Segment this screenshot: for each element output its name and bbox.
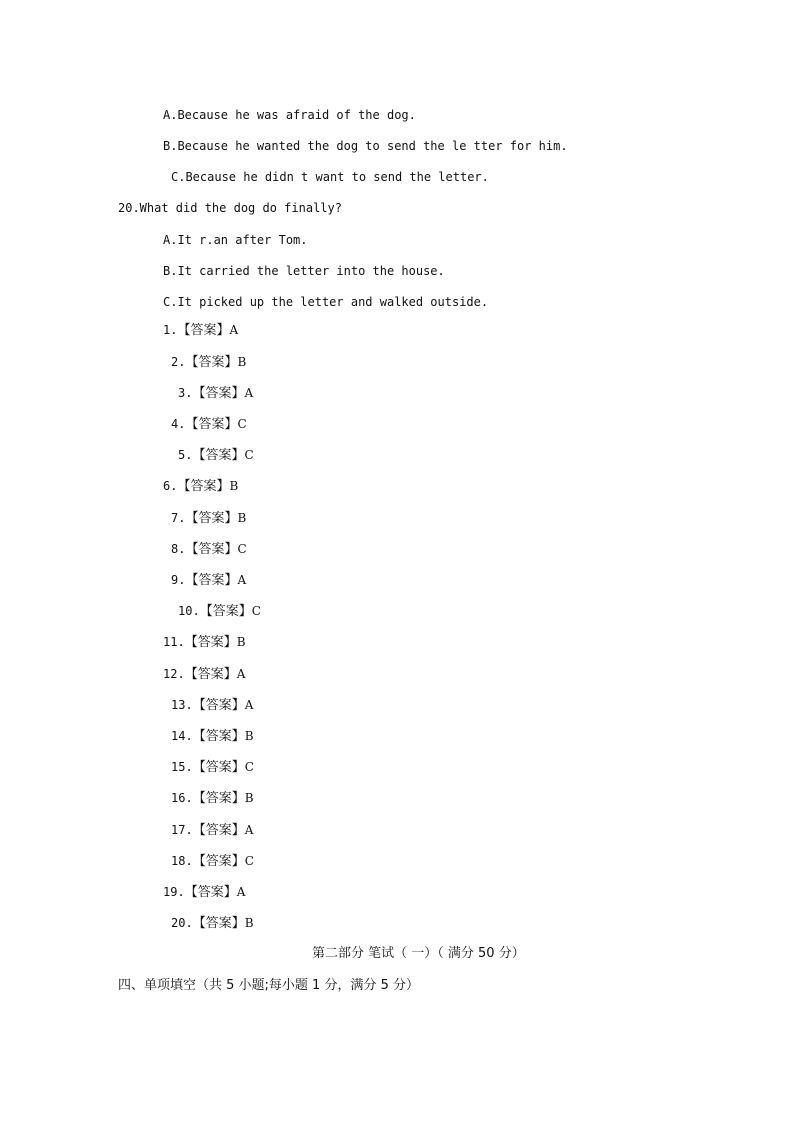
answer-tag: 【答案】 xyxy=(185,573,238,588)
q19-option-b: B.Because he wanted the dog to send the le tter for him. xyxy=(163,139,568,153)
answer-item xyxy=(171,697,253,714)
answer-item xyxy=(163,478,238,495)
answer-item xyxy=(171,853,254,870)
answer-tag: 【答案】 xyxy=(184,667,237,682)
answer-item xyxy=(178,603,261,620)
answer-value: B xyxy=(237,511,247,525)
answer-tag: 【答案】 xyxy=(192,760,245,775)
answer-tag: 【答案】 xyxy=(192,791,245,806)
answer-value: B xyxy=(244,791,254,805)
answer-item xyxy=(178,385,253,402)
answer-item xyxy=(171,572,246,589)
answer-item xyxy=(163,666,245,683)
answer-number: 8. xyxy=(171,542,186,556)
answer-number: 12. xyxy=(163,667,185,681)
answer-value: C xyxy=(244,760,254,774)
answer-number: 2. xyxy=(171,355,186,369)
answer-number: 1. xyxy=(163,323,178,337)
answer-item xyxy=(171,915,254,932)
q19-option-c: C.Because he didn t want to send the letter. xyxy=(171,170,489,184)
answer-tag: 【答案】 xyxy=(192,729,245,744)
q20-option-b: B.It carried the letter into the house. xyxy=(163,264,445,278)
answer-value: A xyxy=(236,667,246,681)
q19-option-a: A.Because he was afraid of the dog. xyxy=(163,108,416,122)
answer-tag: 【答案】 xyxy=(184,635,237,650)
answer-tag: 【答案】 xyxy=(177,479,230,494)
answer-tag: 【答案】 xyxy=(192,854,245,869)
answer-value: A xyxy=(244,386,254,400)
answer-item xyxy=(163,634,246,651)
answer-number: 5. xyxy=(178,448,193,462)
answer-number: 15. xyxy=(171,760,193,774)
answer-tag: 【答案】 xyxy=(192,916,245,931)
answer-number: 14. xyxy=(171,729,193,743)
answer-item xyxy=(171,354,246,371)
answer-number: 17. xyxy=(171,823,193,837)
answer-value: C xyxy=(237,542,247,556)
answer-item xyxy=(171,790,254,807)
answer-number: 10. xyxy=(178,604,200,618)
answer-value: A xyxy=(244,698,254,712)
section4-heading: 四、单项填空（共 5 小题;每小题 1 分，满分 5 分） xyxy=(118,978,419,993)
answer-tag: 【答案】 xyxy=(192,386,245,401)
answer-tag: 【答案】 xyxy=(185,511,238,526)
answer-number: 18. xyxy=(171,854,193,868)
answer-item xyxy=(163,322,238,339)
answer-value: B xyxy=(229,479,239,493)
answer-tag: 【答案】 xyxy=(192,823,245,838)
answer-value: A xyxy=(237,573,247,587)
part2-heading: 第二部分 笔试（ 一）（ 满分 50 分） xyxy=(312,946,525,961)
answer-item xyxy=(163,884,245,901)
answer-item xyxy=(171,510,246,527)
answer-value: A xyxy=(236,885,246,899)
answer-value: A xyxy=(229,323,239,337)
answer-number: 19. xyxy=(163,885,185,899)
answer-item xyxy=(171,416,247,433)
answer-item xyxy=(171,822,253,839)
answer-item xyxy=(171,759,254,776)
answer-tag: 【答案】 xyxy=(192,698,245,713)
q20-question: 20.What did the dog do finally? xyxy=(118,201,342,215)
answer-number: 7. xyxy=(171,511,186,525)
answer-value: B xyxy=(244,916,254,930)
answer-item xyxy=(171,541,247,558)
answer-number: 3. xyxy=(178,386,193,400)
answer-value: C xyxy=(244,448,254,462)
answer-value: B xyxy=(236,635,246,649)
answer-tag: 【答案】 xyxy=(192,448,245,463)
answer-value: B xyxy=(237,355,247,369)
answer-tag: 【答案】 xyxy=(185,417,238,432)
answer-value: C xyxy=(251,604,261,618)
answer-number: 11. xyxy=(163,635,185,649)
answer-tag: 【答案】 xyxy=(177,323,230,338)
q20-option-c: C.It picked up the letter and walked outside. xyxy=(163,295,489,309)
answer-number: 16. xyxy=(171,791,193,805)
answer-number: 20. xyxy=(171,916,193,930)
answer-tag: 【答案】 xyxy=(185,542,238,557)
answer-number: 13. xyxy=(171,698,193,712)
answer-tag: 【答案】 xyxy=(199,604,252,619)
q20-option-a: A.It r.an after Tom. xyxy=(163,233,308,247)
answer-value: A xyxy=(244,823,254,837)
answer-number: 4. xyxy=(171,417,186,431)
answer-value: C xyxy=(237,417,247,431)
answer-item xyxy=(171,728,254,745)
answer-item xyxy=(178,447,254,464)
answer-tag: 【答案】 xyxy=(184,885,237,900)
answer-number: 6. xyxy=(163,479,178,493)
answer-value: B xyxy=(244,729,254,743)
answer-tag: 【答案】 xyxy=(185,355,238,370)
answer-number: 9. xyxy=(171,573,186,587)
answer-value: C xyxy=(244,854,254,868)
